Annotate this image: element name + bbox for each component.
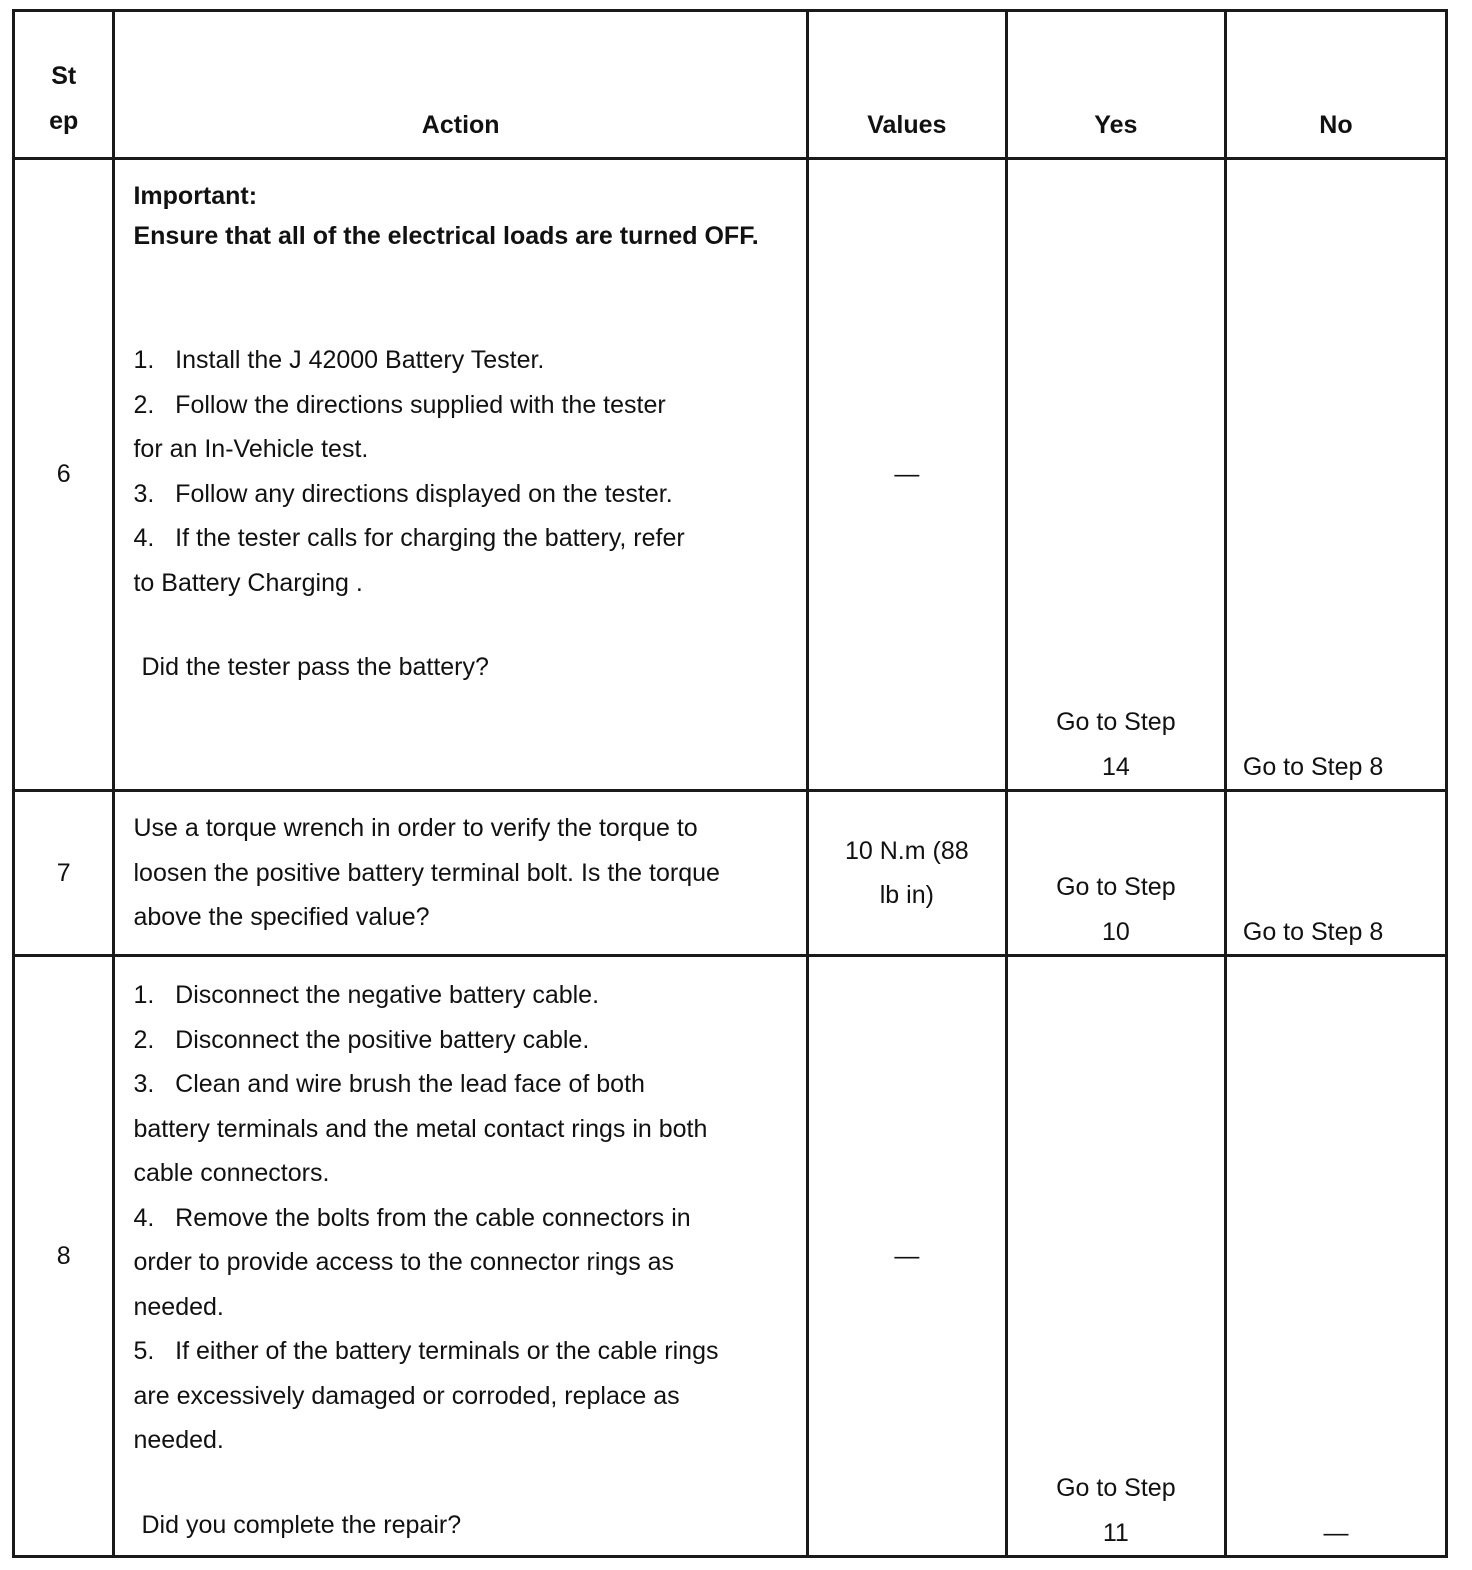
header-action: Action [114,11,807,159]
list-item: 1. Disconnect the negative battery cable. [133,981,600,1009]
header-row [14,11,1447,159]
header-yes: Yes [1006,11,1225,159]
step-number: 6 [14,159,114,791]
list-item: 2. Disconnect the positive battery cable. [133,1025,590,1054]
header-step: St ep [14,11,114,159]
no-cell: — [1225,956,1446,1557]
instruction-list [133,973,753,1463]
list-item: 3. Clean and wire brush the lead face of both battery terminals and the metal contact rings in both cable connectors. [133,1070,715,1187]
list-item: 1. Install the J 42000 Battery Tester. [133,346,545,374]
action-cell [114,791,807,956]
question: Did the tester pass the battery? [141,653,489,681]
list-item: 4. If the tester calls for charging the battery, refer to Battery Charging . [133,524,692,597]
table-row [14,159,1447,791]
instruction-list [133,338,693,605]
yes-cell: Go to Step 14 [1006,159,1225,791]
values-cell: — [807,159,1006,791]
table-row [14,791,1447,956]
header-values: Values [807,11,1006,159]
values-cell: 10 N.m (88 lb in) [807,791,1006,956]
yes-cell: Go to Step 11 [1006,956,1225,1557]
list-item: 2. Follow the directions supplied with the tester for an In-Vehicle test. [133,390,673,463]
step-number: 8 [14,956,114,1557]
no-cell: Go to Step 8 [1225,159,1446,791]
action-text: Use a torque wrench in order to verify the torque to loosen the positive battery terminal bolt. Is the torque above the specified value? [133,814,720,931]
step-number: 7 [14,791,114,956]
table-row [14,956,1447,1557]
list-item: 5. If either of the battery terminals or the cable rings are excessively damaged or corroded, replace as needed. [133,1337,726,1454]
action-cell [114,159,807,791]
list-item: 4. Remove the bolts from the cable connectors in order to provide access to the connector rings as needed. [133,1203,698,1321]
important-label: Important: [133,182,258,210]
header-no: No [1225,11,1446,159]
list-item: 3. Follow any directions displayed on the tester. [133,479,673,508]
no-cell: Go to Step 8 [1225,791,1446,956]
values-cell: — [807,956,1006,1557]
question: Did you complete the repair? [141,1510,462,1539]
yes-cell: Go to Step 10 [1006,791,1225,956]
action-cell [114,956,807,1557]
diagnostic-table [12,9,1448,1558]
important-text: Ensure that all of the electrical loads are turned OFF. [133,222,759,250]
